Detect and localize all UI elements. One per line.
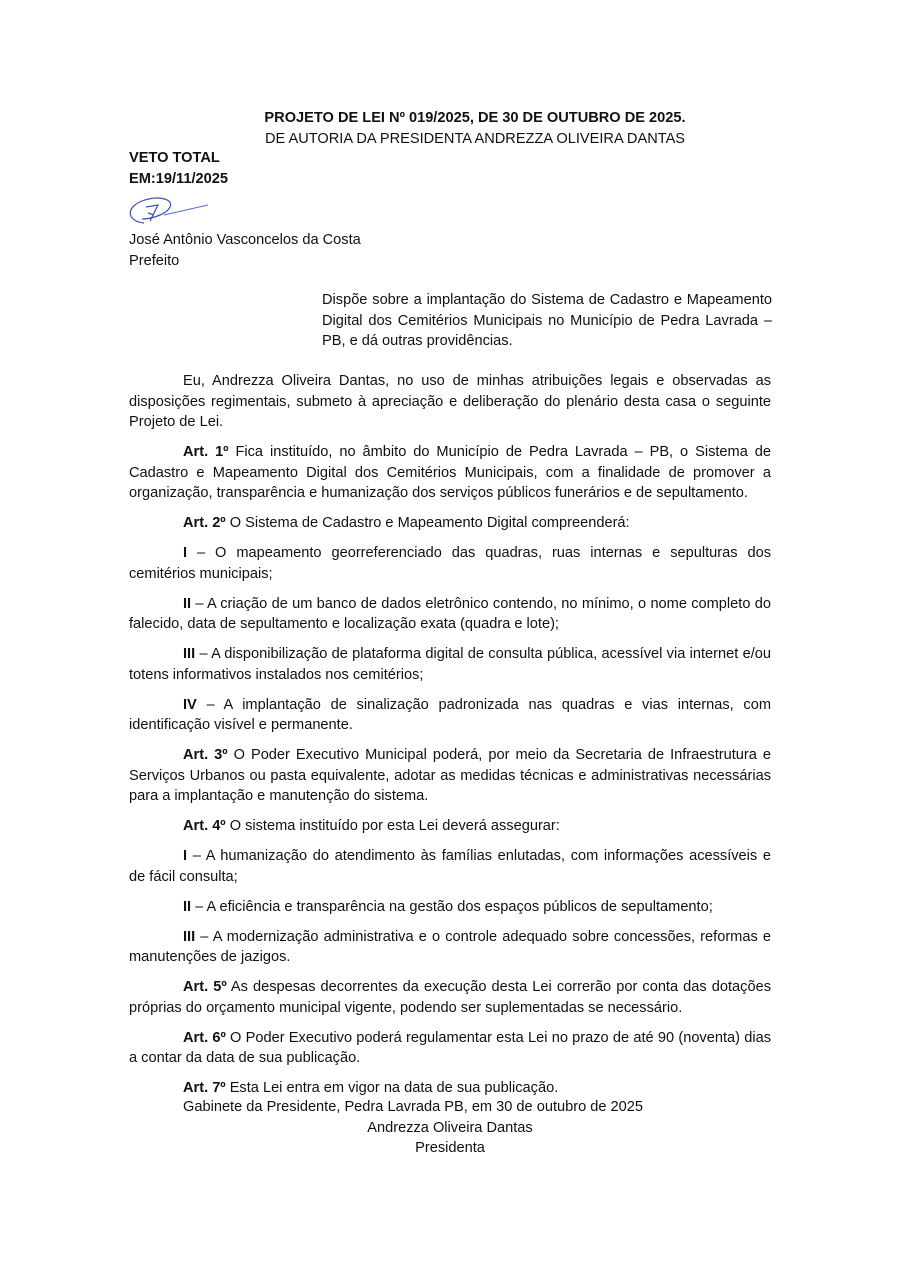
paragraph-text: Esta Lei entra em vigor na data de sua publicação.	[225, 1080, 559, 1096]
article-paragraph	[129, 927, 771, 968]
paragraph-text: – A eficiência e transparência na gestão dos espaços públicos de sepultamento;	[191, 898, 713, 915]
article-paragraph	[129, 644, 771, 685]
article-label: II	[183, 595, 192, 612]
article-paragraph	[129, 442, 771, 504]
bill-title: PROJETO DE LEI Nº 019/2025, DE 30 DE OUTUBRO DE 2025.	[264, 110, 686, 126]
article-label: Art. 6º	[183, 1029, 226, 1046]
article-label: Art. 5º	[183, 979, 227, 995]
bill-author: DE AUTORIA DA PRESIDENTA ANDREZZA OLIVEIRA DANTAS	[264, 130, 686, 147]
paragraph-text: – A implantação de sinalização padronizada nas quadras e vias internas, com identificação visível e permanente.	[129, 696, 771, 733]
article-label: Art. 1º	[183, 444, 229, 460]
article-label: Art. 2º	[183, 515, 226, 531]
mayor-name: José Antônio Vasconcelos da Costa	[129, 232, 361, 248]
article-paragraph	[129, 846, 771, 887]
paragraph-text: As despesas decorrentes da execução desta Lei correrão por conta das dotações próprias do orçamento municipal vigente, podendo ser suplementadas se necessário.	[129, 979, 771, 1016]
article-paragraph	[129, 594, 771, 635]
paragraph-text: – A humanização do atendimento às famílias enlutadas, com informações acessíveis e de fácil consulta;	[129, 848, 771, 885]
document-header	[0, 108, 900, 149]
article-paragraph	[129, 695, 771, 736]
article-paragraph	[129, 1028, 771, 1069]
ementa: Dispõe sobre a implantação do Sistema de Cadastro e Mapeamento Digital dos Cemitérios Municipais no Município de Pedra Lavrada – PB, e dá outras providências.	[322, 292, 772, 349]
article-paragraph	[129, 543, 771, 584]
paragraph-text: O sistema instituído por esta Lei deverá assegurar:	[225, 818, 560, 834]
veto-block	[129, 148, 228, 189]
article-paragraph	[129, 897, 771, 918]
paragraph-text: O Poder Executivo poderá regulamentar esta Lei no prazo de até 90 (noventa) dias a contar da data de sua publicação.	[129, 1029, 771, 1066]
paragraph-text: Fica instituído, no âmbito do Município de Pedra Lavrada – PB, o Sistema de Cadastro e Mapeamento Digital dos Cemitérios Municipais, com a finalidade de promover a organização, transparência e humanização dos serviços públicos funerários e de sepultamento.	[129, 444, 771, 501]
article-paragraph	[129, 977, 771, 1018]
closing-block	[129, 1097, 771, 1159]
paragraph-text: – A disponibilização de plataforma digital de consulta pública, acessível via internet e/ou totens informativos instalados nos cemitérios;	[129, 646, 771, 683]
paragraph-text: O Poder Executivo Municipal poderá, por meio da Secretaria de Infraestrutura e Serviços Urbanos ou pasta equivalente, adotar as medidas técnicas e administrativas necessárias para a implantação e manutenção do sistema.	[129, 747, 771, 804]
article-label: IV	[183, 696, 197, 713]
article-label: Art. 3º	[183, 747, 228, 763]
intro-paragraph	[129, 371, 771, 433]
article-label: Art. 4º	[183, 818, 226, 834]
article-label: III	[183, 928, 196, 945]
mayor-block	[129, 230, 361, 271]
article-label: Art. 7º	[183, 1080, 226, 1096]
paragraph-text: – A criação de um banco de dados eletrônico contendo, no mínimo, o nome completo do falecido, data de sepultamento e localização exata (quadra e lote);	[129, 595, 771, 632]
bill-body	[129, 371, 771, 1108]
article-paragraph	[129, 745, 771, 807]
article-label: III	[183, 646, 196, 662]
article-label: I	[183, 545, 188, 561]
paragraph-text: Eu, Andrezza Oliveira Dantas, no uso de minhas atribuições legais e observadas as disposições regimentais, submeto à apreciação e deliberação do plenário desta casa o seguinte Projeto de Lei.	[129, 373, 771, 430]
veto-date: EM:19/11/2025	[129, 170, 228, 187]
mayor-role: Prefeito	[129, 252, 180, 269]
article-paragraph	[129, 816, 771, 837]
paragraph-text: – O mapeamento georreferenciado das quadras, ruas internas e sepulturas dos cemitérios municipais;	[129, 545, 771, 582]
closing-place-date: Gabinete da Presidente, Pedra Lavrada PB, em 30 de outubro de 2025	[183, 1099, 644, 1115]
paragraph-text: – A modernização administrativa e o controle adequado sobre concessões, reformas e manutenções de jazigos.	[129, 928, 771, 965]
article-paragraph	[129, 1078, 771, 1099]
article-label: II	[183, 898, 192, 915]
closing-name: Andrezza Oliveira Dantas	[367, 1119, 533, 1136]
veto-status: VETO TOTAL	[129, 150, 220, 166]
article-label: I	[183, 848, 188, 864]
paragraph-text: O Sistema de Cadastro e Mapeamento Digital compreenderá:	[225, 515, 630, 531]
closing-role: Presidenta	[415, 1140, 485, 1156]
article-paragraph	[129, 513, 771, 534]
